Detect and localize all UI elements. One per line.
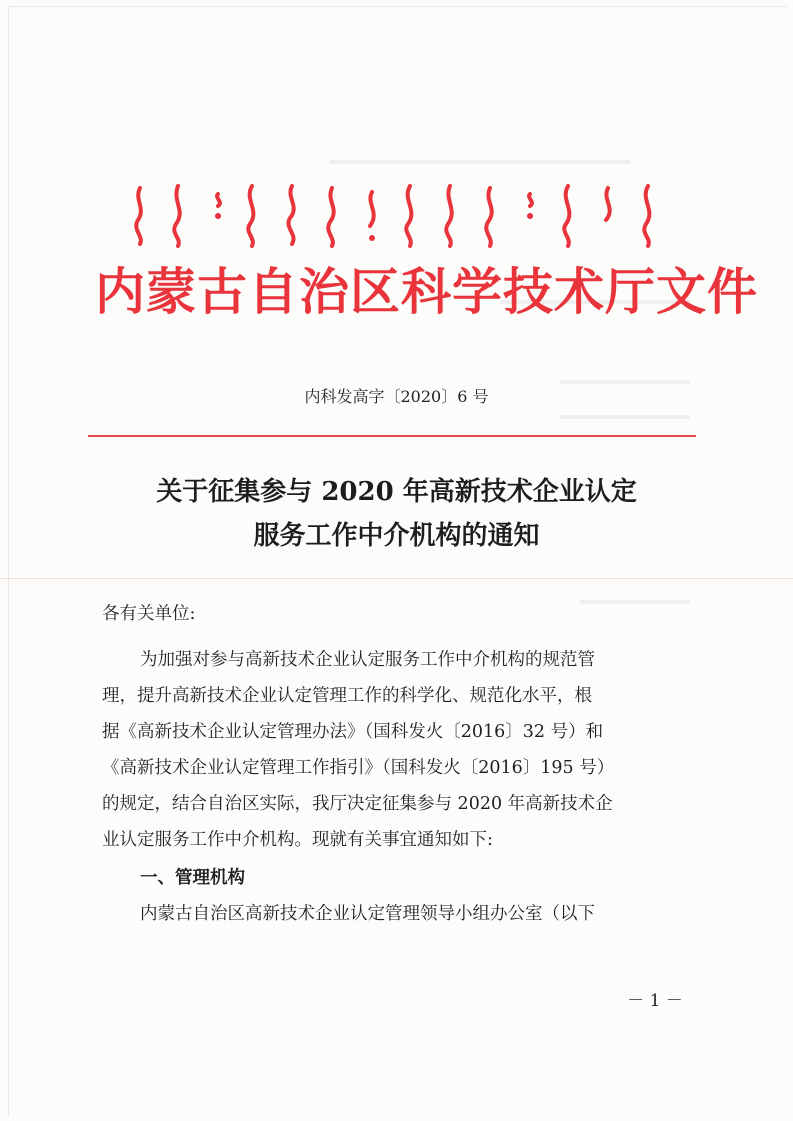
paragraph-line: 《高新技术企业认定管理工作指引》（国科发火〔2016〕195 号） — [102, 758, 615, 778]
document-number: 内科发高字〔2020〕6 号 — [304, 387, 489, 406]
notice-title — [0, 470, 793, 558]
notice-title-line-2: 服务工作中介机构的通知 — [253, 521, 540, 551]
paragraph-line: 的规定，结合自治区实际，我厅决定征集参与 2020 年高新技术企 — [102, 794, 613, 814]
bleed-through — [560, 415, 690, 419]
notice-title-line-1: 关于征集参与 2020 年高新技术企业认定 — [156, 477, 637, 507]
page-edge — [8, 6, 787, 1115]
bleed-through — [330, 160, 630, 164]
paragraph-line: 业认定服务工作中介机构。现就有关事宜通知如下: — [102, 830, 493, 850]
document-header-title: 内蒙古自治区科学技术厅文件 — [95, 263, 758, 321]
mongolian-script-title — [120, 180, 680, 250]
paragraph-line: 据《高新技术企业认定管理办法》（国科发火〔2016〕32 号）和 — [102, 722, 604, 742]
salutation: 各有关单位: — [102, 604, 196, 624]
paragraph-line: 内蒙古自治区高新技术企业认定管理领导小组办公室（以下 — [140, 904, 595, 924]
paragraph-line: 理，提升高新技术企业认定管理工作的科学化、规范化水平，根 — [102, 686, 592, 706]
bleed-through — [560, 380, 690, 384]
section-heading: 一、管理机构 — [140, 868, 245, 888]
notice-body — [102, 596, 702, 932]
page-number: － 1 － — [627, 991, 683, 1011]
fold-line — [0, 578, 793, 579]
paragraph-line: 为加强对参与高新技术企业认定服务工作中介机构的规范管 — [140, 650, 595, 670]
red-divider-line — [88, 435, 696, 437]
